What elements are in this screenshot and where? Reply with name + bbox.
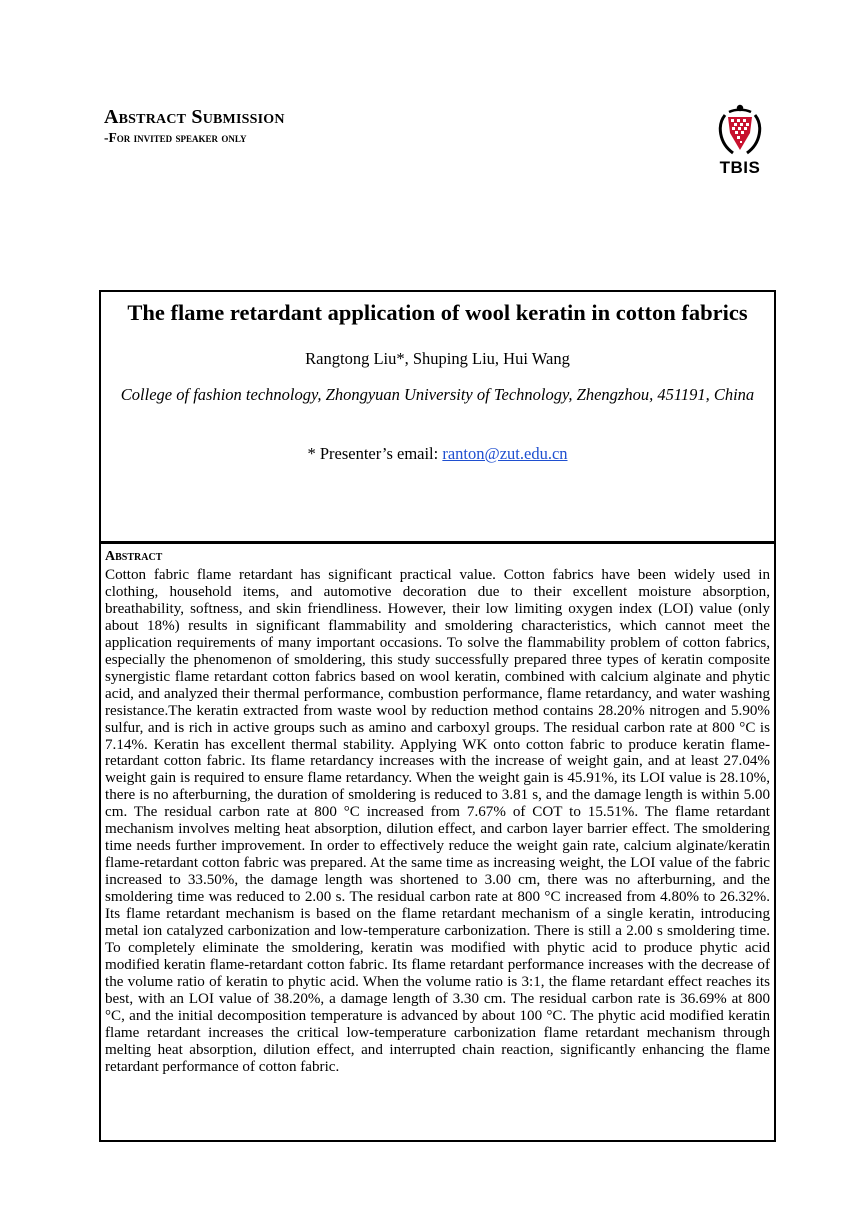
submission-header [104, 104, 285, 145]
tbis-emblem-icon [711, 103, 769, 159]
submission-subtitle: -For invited speaker only [104, 130, 247, 145]
email-link[interactable]: ranton@zut.edu.cn [442, 444, 568, 463]
abstract-heading: Abstract [105, 549, 163, 564]
logo-wordmark: TBIS [719, 158, 761, 177]
tbis-logo [711, 103, 769, 181]
paper-title: The flame retardant application of wool keratin in cotton fabrics [127, 300, 748, 325]
email-label: * Presenter’s email: [307, 444, 443, 463]
presenter-email-line [101, 443, 774, 465]
abstract-body: Cotton fabric flame retardant has significant practical value. Cotton fabrics have been widely used in clothing, household items, and automotive decoration due to their excellent moisture absorption, breathability, softness, and skin friendliness. However, their low limiting oxygen index (LOI) value (only about 18%) results in significant flammability and smoldering characteristics, which cannot meet the application requirements of many important occasions. To solve the flammability problem of cotton fabrics, especially the phenomenon of smoldering, this study successfully prepared three types of keratin composite synergistic flame retardant cotton fabrics based on wool keratin, combined with calcium alginate and phytic acid, and analyzed their thermal performance, combustion performance, flame retardancy, and water washing resistance.The keratin extracted from waste wool by reduction method contains 28.20% nitrogen and 5.90% sulfur, and is rich in active groups such as amino and carboxyl groups. The residual carbon rate at 800 °C is 7.14%. Keratin has excellent thermal stability. Applying WK onto cotton fabric to produce keratin flame-retardant cotton fabric. Its flame retardancy increases with the increase of weight gain, and at least 27.04% weight gain is required to ensure flame retardancy. When the weight gain is 45.91%, its LOI value is 28.10%, there is no afterburning, the duration of smoldering is reduced to 3.81 s, and the damage length is within 5.00 cm. The residual carbon rate at 800 °C increased from 7.67% of COT to 15.51%. The flame retardant mechanism involves melting heat absorption, dilution effect, and carbon layer barrier effect. The smoldering time needs further improvement. In order to effectively reduce the weight gain rate, calcium alginate/keratin flame-retardant cotton fabric was prepared. At the same time as increasing weight, the LOI value of the fabric increased to 33.50%, the damage length was shortened to 3.00 cm, there was no afterburning, and the smoldering time was reduced to 2.00 s. The residual carbon rate at 800 °C increased from 4.80% to 26.32%. Its flame retardant mechanism is based on the flame retardant mechanism of a single keratin, introducing metal ion catalyzed carbonization and low-temperature carbonization. There is still a 2.00 s smoldering time. To completely eliminate the smoldering, keratin was modified with phytic acid to produce phytic acid modified keratin flame-retardant cotton fabric. Its flame retardant performance increases with the decrease of the volume ratio of keratin to phytic acid. When the volume ratio is 3:1, the flame retardant effect reaches its best, with an LOI value of 38.20%, a damage length of 3.30 cm. The residual carbon rate is 36.69% at 800 °C, and the initial decomposition temperature is advanced by about 100 °C. The phytic acid modified keratin flame retardant increases the critical low-temperature carbonization flame retardant mechanism through melting heat absorption, dilution effect, and interrupted chain reaction, significantly enhancing the flame retardant performance of cotton fabric. [105, 567, 770, 1075]
author-list: Rangtong Liu*, Shuping Liu, Hui Wang [305, 349, 570, 368]
title-box [99, 290, 776, 543]
affiliation: College of fashion technology, Zhongyuan University of Technology, Zhengzhou, 451191, China [120, 385, 755, 404]
abstract-box [99, 541, 776, 1142]
submission-title: Abstract Submission [104, 106, 285, 128]
